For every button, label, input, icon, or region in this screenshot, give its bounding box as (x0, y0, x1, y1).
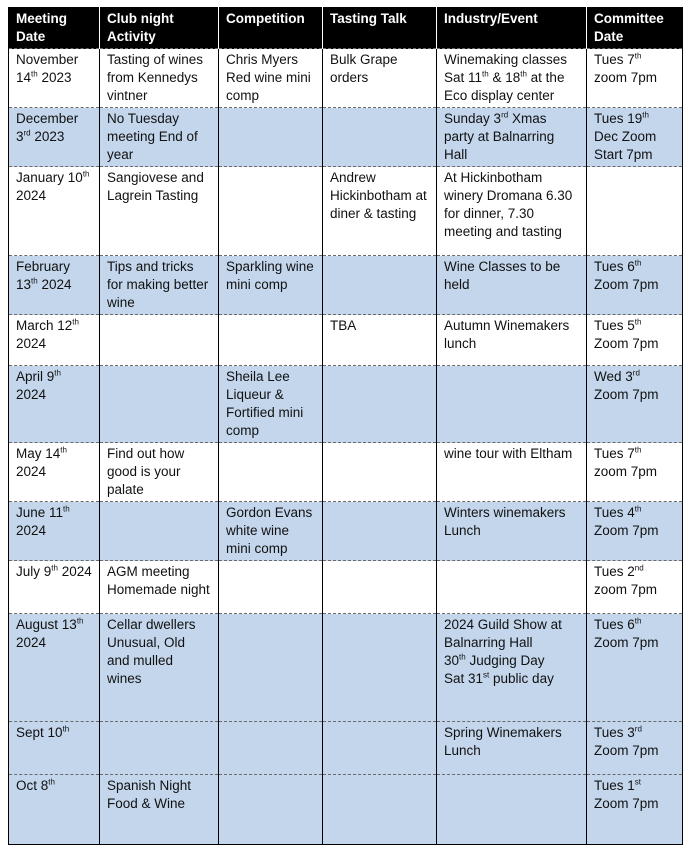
cell-industry-event (437, 502, 587, 561)
header-meeting-date: Meeting Date (9, 8, 100, 49)
cell-committee-date (587, 775, 683, 845)
cell-text: Sept 10th (16, 724, 70, 740)
schedule-table (8, 7, 683, 845)
cell-industry-event (437, 722, 587, 775)
cell-club-activity (100, 315, 219, 366)
cell-meeting-date (9, 561, 100, 614)
cell-club-activity (100, 49, 219, 108)
cell-club-activity (100, 108, 219, 167)
table-row (9, 502, 683, 561)
cell-text: Wine Classes to be held (444, 259, 561, 292)
table-row (9, 256, 683, 315)
cell-text: June 11th 2024 (16, 504, 70, 538)
cell-club-activity (100, 722, 219, 775)
cell-competition (219, 502, 323, 561)
cell-meeting-date (9, 614, 100, 722)
cell-industry-event (437, 443, 587, 502)
cell-text: Tues 4th Zoom 7pm (594, 504, 659, 538)
cell-text: Tues 6th Zoom 7pm (594, 616, 659, 650)
cell-tasting-talk (323, 167, 437, 256)
cell-meeting-date (9, 167, 100, 256)
cell-text: Tues 19th Dec Zoom Start 7pm (594, 110, 657, 162)
cell-text: Sat 31st public day (444, 670, 554, 686)
cell-text: Winemaking classes Sat 11th & 18th at the Eco display center (444, 52, 568, 103)
cell-text: Sangiovese and Lagrein Tasting (107, 170, 204, 203)
cell-club-activity (100, 561, 219, 614)
cell-text: wine tour with Eltham (444, 446, 573, 461)
table-row (9, 722, 683, 775)
cell-meeting-date (9, 443, 100, 502)
table-row (9, 315, 683, 366)
header-club-night-activity: Club night Activity (100, 8, 219, 49)
cell-club-activity (100, 502, 219, 561)
cell-committee-date (587, 722, 683, 775)
cell-meeting-date (9, 256, 100, 315)
header-industry-event: Industry/Event (437, 8, 587, 49)
cell-industry-event (437, 167, 587, 256)
cell-competition (219, 108, 323, 167)
cell-text: Winters winemakers Lunch (444, 505, 566, 538)
cell-industry-event (437, 614, 587, 722)
cell-competition (219, 49, 323, 108)
cell-text: Tues 2nd zoom 7pm (594, 563, 658, 597)
cell-club-activity (100, 366, 219, 443)
cell-text: Spanish Night Food & Wine (107, 778, 192, 811)
cell-committee-date (587, 315, 683, 366)
cell-competition (219, 366, 323, 443)
cell-committee-date (587, 167, 683, 256)
cell-text: 30th Judging Day (444, 652, 545, 668)
table-row (9, 366, 683, 443)
cell-committee-date (587, 108, 683, 167)
cell-industry-event (437, 366, 587, 443)
cell-text: Tasting of wines from Kennedys vintner (107, 52, 204, 103)
table-row (9, 614, 683, 722)
cell-tasting-talk (323, 108, 437, 167)
cell-club-activity (100, 443, 219, 502)
cell-text: Oct 8th (16, 777, 55, 793)
table-row (9, 561, 683, 614)
cell-competition (219, 614, 323, 722)
cell-text: January 10th 2024 (16, 169, 90, 203)
cell-text: April 9th 2024 (16, 368, 61, 402)
cell-text: Bulk Grape orders (330, 52, 398, 85)
cell-committee-date (587, 256, 683, 315)
cell-text: Gordon Evans white wine mini comp (226, 505, 313, 556)
cell-text: Andrew Hickinbotham at diner & tasting (330, 170, 427, 221)
cell-club-activity (100, 775, 219, 845)
cell-industry-event (437, 775, 587, 845)
cell-meeting-date (9, 108, 100, 167)
cell-club-activity (100, 256, 219, 315)
cell-text: Tues 7th zoom 7pm (594, 445, 658, 479)
cell-competition (219, 775, 323, 845)
cell-competition (219, 256, 323, 315)
table-row (9, 775, 683, 845)
cell-tasting-talk (323, 49, 437, 108)
cell-competition (219, 315, 323, 366)
cell-tasting-talk (323, 366, 437, 443)
cell-tasting-talk (323, 256, 437, 315)
cell-industry-event (437, 108, 587, 167)
cell-competition (219, 561, 323, 614)
cell-committee-date (587, 502, 683, 561)
header-committee-date: Committee Date (587, 8, 683, 49)
cell-text: Sunday 3rd Xmas party at Balnarring Hall (444, 110, 555, 162)
cell-text: Cellar dwellers Unusual, Old and mulled wines (107, 617, 196, 686)
cell-text: Spring Winemakers Lunch (444, 725, 562, 758)
cell-committee-date (587, 49, 683, 108)
cell-competition (219, 722, 323, 775)
cell-tasting-talk (323, 502, 437, 561)
cell-text: Find out how good is your palate (107, 446, 185, 497)
cell-text: August 13th 2024 (16, 616, 84, 650)
cell-tasting-talk (323, 614, 437, 722)
cell-competition (219, 167, 323, 256)
cell-industry-event (437, 315, 587, 366)
cell-industry-event (437, 49, 587, 108)
cell-text: Tues 7th zoom 7pm (594, 51, 658, 85)
header-competition: Competition (219, 8, 323, 49)
cell-tasting-talk (323, 443, 437, 502)
cell-club-activity (100, 167, 219, 256)
cell-meeting-date (9, 722, 100, 775)
cell-text: Autumn Winemakers lunch (444, 318, 570, 351)
cell-tasting-talk (323, 315, 437, 366)
table-row (9, 167, 683, 256)
header-row (9, 8, 683, 49)
cell-committee-date (587, 614, 683, 722)
cell-text: Tues 6th Zoom 7pm (594, 258, 659, 292)
cell-club-activity (100, 614, 219, 722)
cell-text: December 3rd 2023 (16, 111, 79, 144)
cell-meeting-date (9, 502, 100, 561)
cell-text: February 13th 2024 (16, 259, 72, 292)
cell-text: Tips and tricks for making better wine (107, 259, 209, 310)
cell-text: 2024 Guild Show at Balnarring Hall (444, 617, 562, 650)
cell-text: TBA (330, 318, 357, 333)
cell-text: Tues 3rd Zoom 7pm (594, 724, 659, 758)
cell-text: Chris Myers Red wine mini comp (226, 52, 311, 103)
cell-meeting-date (9, 366, 100, 443)
cell-committee-date (587, 561, 683, 614)
cell-meeting-date (9, 315, 100, 366)
cell-tasting-talk (323, 722, 437, 775)
cell-tasting-talk (323, 561, 437, 614)
cell-text: May 14th 2024 (16, 445, 67, 479)
cell-text: Sheila Lee Liqueur & Fortified mini comp (226, 369, 304, 438)
cell-text: July 9th 2024 (16, 563, 92, 579)
cell-committee-date (587, 443, 683, 502)
table-row (9, 443, 683, 502)
cell-committee-date (587, 366, 683, 443)
header-tasting-talk: Tasting Talk (323, 8, 437, 49)
cell-industry-event (437, 561, 587, 614)
table-row (9, 108, 683, 167)
cell-meeting-date (9, 775, 100, 845)
cell-industry-event (437, 256, 587, 315)
cell-text: March 12th 2024 (16, 317, 79, 351)
cell-text: Tues 1st Zoom 7pm (594, 777, 659, 811)
cell-meeting-date (9, 49, 100, 108)
cell-tasting-talk (323, 775, 437, 845)
table-row (9, 49, 683, 108)
cell-text: November 14th 2023 (16, 52, 79, 85)
cell-text: No Tuesday meeting End of year (107, 111, 198, 162)
cell-text: At Hickinbotham winery Dromana 6.30 for dinner, 7.30 meeting and tasting (444, 170, 573, 239)
cell-text: Wed 3rd Zoom 7pm (594, 368, 659, 402)
cell-competition (219, 443, 323, 502)
cell-text: Sparkling wine mini comp (226, 259, 314, 292)
cell-text: Tues 5th Zoom 7pm (594, 317, 659, 351)
cell-text: AGM meeting Homemade night (107, 564, 210, 597)
